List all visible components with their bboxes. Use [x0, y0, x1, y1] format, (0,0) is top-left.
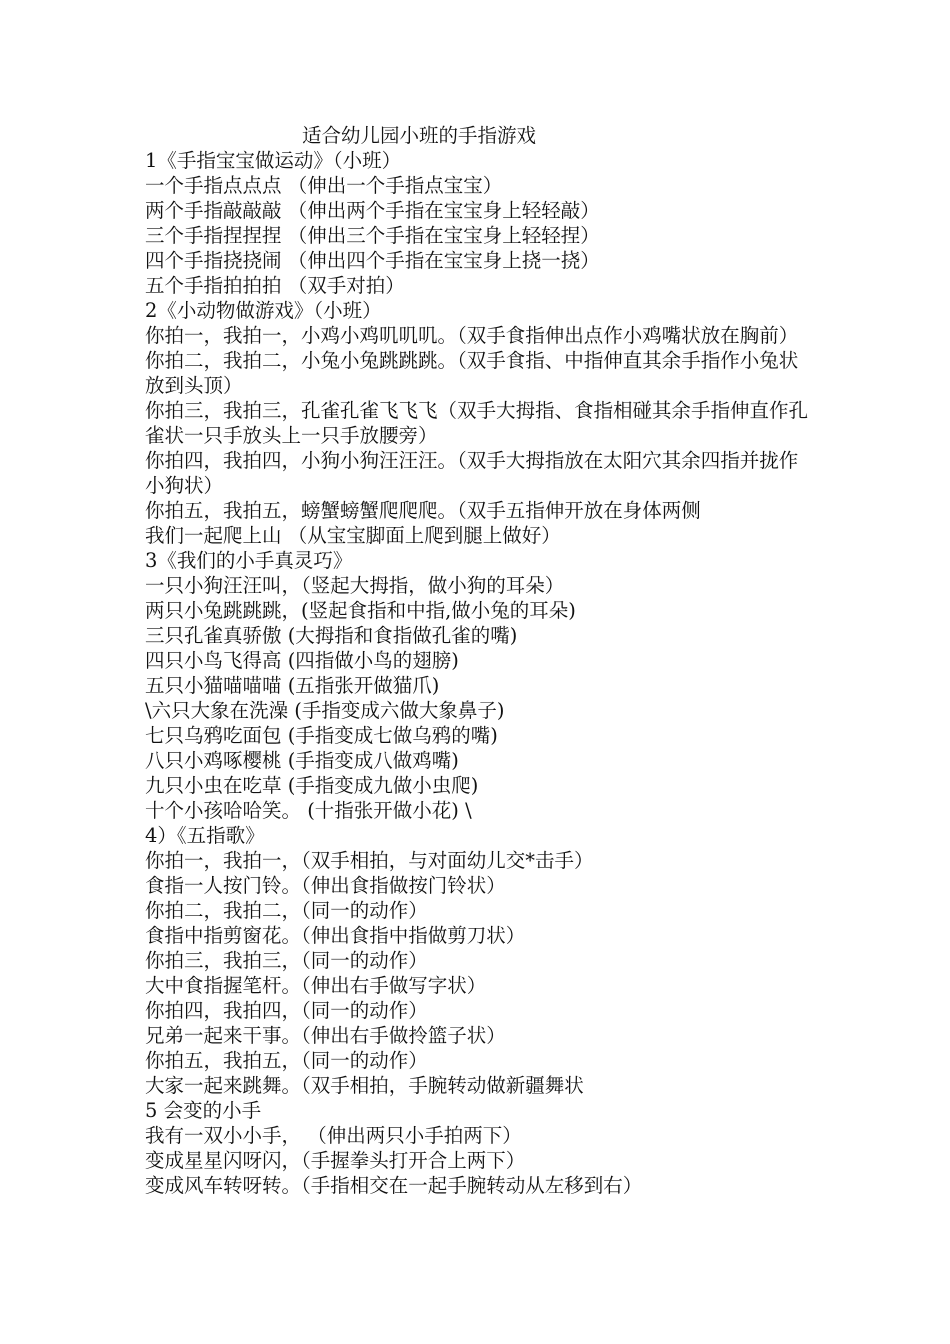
text-line: 大家一起来跳舞。（双手相拍，手腕转动做新疆舞状: [145, 1074, 584, 1097]
text-line: 你拍五，我拍五，螃蟹螃蟹爬爬爬。（双手五指伸开放在身体两侧: [145, 499, 701, 522]
text-line: 你拍二，我拍二，（同一的动作）: [145, 899, 428, 922]
text-line: 我们一起爬上山 （从宝宝脚面上爬到腿上做好）: [145, 524, 561, 547]
text-line: 变成风车转呀转。（手指相交在一起手腕转动从左移到右）: [145, 1174, 643, 1197]
text-line: 五个手指拍拍拍 （双手对拍）: [145, 274, 405, 297]
text-line: 5 会变的小手: [145, 1099, 262, 1122]
document-lines: [145, 148, 815, 1198]
text-line: 三个手指捏捏捏 （伸出三个手指在宝宝身上轻轻捏）: [145, 224, 600, 247]
text-line: 两个手指敲敲敲 （伸出两个手指在宝宝身上轻轻敲）: [145, 199, 600, 222]
text-line: 4）《五指歌》: [145, 824, 265, 847]
text-line: 一只小狗汪汪叫，（竖起大拇指，做小狗的耳朵）: [145, 574, 565, 597]
text-line: \六只大象在洗澡 (手指变成六做大象鼻子): [145, 699, 505, 722]
text-line: 3《我们的小手真灵巧》: [145, 549, 353, 572]
text-line: 九只小虫在吃草 (手指变成九做小虫爬): [145, 774, 479, 797]
text-line: 四只小鸟飞得高 (四指做小鸟的翅膀): [145, 649, 459, 672]
text-line: 十个小孩哈哈笑。 (十指张开做小花) \: [145, 799, 472, 822]
text-line: 变成星星闪呀闪，（手握拳头打开合上两下）: [145, 1149, 526, 1172]
text-line: 你拍三，我拍三，（同一的动作）: [145, 949, 428, 972]
text-line: 你拍四，我拍四，小狗小狗汪汪汪。（双手大拇指放在太阳穴其余四指并拢作小狗状）: [145, 449, 799, 497]
text-line: 三只孔雀真骄傲 (大拇指和食指做孔雀的嘴): [145, 624, 518, 647]
text-line: 八只小鸡啄樱桃 (手指变成八做鸡嘴): [145, 749, 459, 772]
text-line: 你拍一，我拍一，小鸡小鸡叽叽叽。（双手食指伸出点作小鸡嘴状放在胸前）: [145, 324, 799, 347]
text-line: 五只小猫喵喵喵 (五指张开做猫爪): [145, 674, 440, 697]
text-line: 你拍五，我拍五，（同一的动作）: [145, 1049, 428, 1072]
text-line: 我有一双小小手， （伸出两只小手拍两下）: [145, 1124, 522, 1147]
text-line: 2《小动物做游戏》（小班）: [145, 299, 382, 322]
document-body: [145, 123, 815, 1198]
document-title: 适合幼儿园小班的手指游戏: [302, 124, 537, 147]
text-line: 你拍四，我拍四，（同一的动作）: [145, 999, 428, 1022]
text-line: 1《手指宝宝做运动》（小班）: [145, 149, 402, 172]
text-line: 七只乌鸦吃面包 (手指变成七做乌鸦的嘴): [145, 724, 498, 747]
text-line: 两只小兔跳跳跳，(竖起食指和中指,做小兔的耳朵): [145, 599, 576, 622]
text-line: 食指中指剪窗花。（伸出食指中指做剪刀状）: [145, 924, 526, 947]
text-line: 食指一人按门铃。（伸出食指做按门铃状）: [145, 874, 506, 897]
text-line: 兄弟一起来干事。（伸出右手做拎篮子状）: [145, 1024, 506, 1047]
text-line: 一个手指点点点 （伸出一个手指点宝宝）: [145, 174, 503, 197]
text-line: 你拍三，我拍三，孔雀孔雀飞飞飞（双手大拇指、食指相碰其余手指伸直作孔雀状一只手放头上一只手放腰旁）: [145, 399, 809, 447]
text-line: 你拍一，我拍一，（双手相拍，与对面幼儿交*击手）: [145, 849, 594, 872]
text-line: 你拍二，我拍二，小兔小兔跳跳跳。（双手食指、中指伸直其余手指作小兔状放到头顶）: [145, 349, 799, 397]
text-line: 大中食指握笔杆。（伸出右手做写字状）: [145, 974, 487, 997]
text-line: 四个手指挠挠闹 （伸出四个手指在宝宝身上挠一挠）: [145, 249, 600, 272]
